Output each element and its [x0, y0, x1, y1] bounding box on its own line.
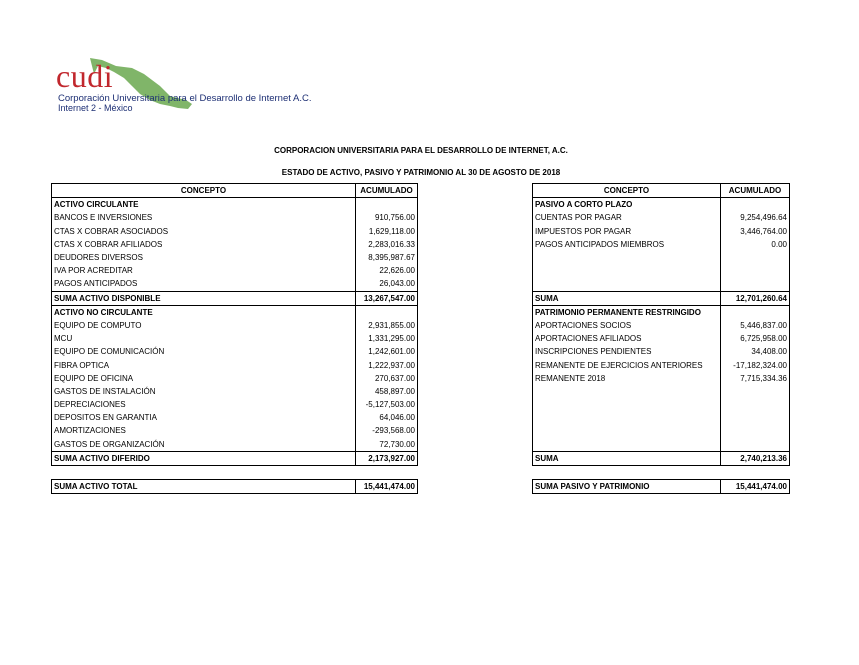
- section-row: [52, 198, 418, 212]
- subtotal-row: [533, 291, 790, 305]
- table-row: [533, 238, 790, 251]
- row-value: 2,931,855.00: [356, 319, 418, 332]
- row-value: 2,283,016.33: [356, 238, 418, 251]
- row-value: 0.00: [721, 238, 790, 251]
- table-row: [533, 211, 790, 224]
- spacer-row: [52, 465, 418, 479]
- row-label: EQUIPO DE COMPUTO: [52, 319, 356, 332]
- assets-header-row: [52, 184, 418, 198]
- row-value: 1,222,937.00: [356, 358, 418, 371]
- row-label: FIBRA OPTICA: [52, 358, 356, 371]
- table-row: [52, 358, 418, 371]
- row-label: GASTOS DE ORGANIZACIÓN: [52, 438, 356, 452]
- table-row: [52, 385, 418, 398]
- row-value: 3,446,764.00: [721, 225, 790, 238]
- empty-row: [533, 438, 790, 452]
- row-value: 8,395,987.67: [356, 251, 418, 264]
- assets-amount-header: ACUMULADO: [356, 184, 418, 198]
- section-row: [533, 198, 790, 212]
- row-value: 9,254,496.64: [721, 211, 790, 224]
- table-row: [533, 225, 790, 238]
- table-row: [52, 332, 418, 345]
- section-short-term-liabilities: PASIVO A CORTO PLAZO: [533, 198, 721, 212]
- total-assets-label: SUMA ACTIVO TOTAL: [52, 480, 356, 494]
- row-value: 22,626.00: [356, 264, 418, 277]
- empty-row: [533, 264, 790, 277]
- row-value: 34,408.00: [721, 345, 790, 358]
- row-label: CTAS X COBRAR AFILIADOS: [52, 238, 356, 251]
- subtotal-value: 12,701,260.64: [721, 291, 790, 305]
- row-value: 6,725,958.00: [721, 332, 790, 345]
- subtotal-row: [533, 451, 790, 465]
- table-row: [533, 372, 790, 385]
- table-row: [533, 319, 790, 332]
- row-label: EQUIPO DE OFICINA: [52, 372, 356, 385]
- subtotal-value: 2,740,213.36: [721, 451, 790, 465]
- row-label: IMPUESTOS POR PAGAR: [533, 225, 721, 238]
- section-row: [533, 305, 790, 319]
- liabilities-amount-header: ACUMULADO: [721, 184, 790, 198]
- row-value: 26,043.00: [356, 277, 418, 291]
- company-title: CORPORACION UNIVERSITARIA PARA EL DESARROLLO DE INTERNET, A.C.: [274, 146, 568, 155]
- grand-total-row: [533, 480, 790, 494]
- row-value: 1,242,601.00: [356, 345, 418, 358]
- assets-table: [51, 183, 418, 494]
- logo-wordmark: cudi: [56, 58, 114, 94]
- liabilities-header-row: [533, 184, 790, 198]
- total-liabilities-label: SUMA PASIVO Y PATRIMONIO: [533, 480, 721, 494]
- row-label: CUENTAS POR PAGAR: [533, 211, 721, 224]
- row-label: PAGOS ANTICIPADOS MIEMBROS: [533, 238, 721, 251]
- empty-row: [533, 251, 790, 264]
- table-row: [52, 398, 418, 411]
- section-current-assets: ACTIVO CIRCULANTE: [52, 198, 356, 212]
- row-value: 64,046.00: [356, 411, 418, 424]
- table-row: [52, 225, 418, 238]
- logo-org-name: Corporación Universitaria para el Desarrollo de Internet A.C.: [58, 93, 312, 104]
- table-row: [52, 319, 418, 332]
- row-label: APORTACIONES SOCIOS: [533, 319, 721, 332]
- table-row: [533, 332, 790, 345]
- assets-concept-header: CONCEPTO: [52, 184, 356, 198]
- liabilities-concept-header: CONCEPTO: [533, 184, 721, 198]
- row-label: INSCRIPCIONES PENDIENTES: [533, 345, 721, 358]
- row-label: REMANENTE 2018: [533, 372, 721, 385]
- row-value: 910,756.00: [356, 211, 418, 224]
- row-value: -293,568.00: [356, 424, 418, 437]
- table-row: [52, 372, 418, 385]
- table-row: [533, 358, 790, 371]
- empty-row: [533, 424, 790, 437]
- row-value: 458,897.00: [356, 385, 418, 398]
- row-label: BANCOS E INVERSIONES: [52, 211, 356, 224]
- row-value: 1,629,118.00: [356, 225, 418, 238]
- row-label: PAGOS ANTICIPADOS: [52, 277, 356, 291]
- total-assets-value: 15,441,474.00: [356, 480, 418, 494]
- section-equity: PATRIMONIO PERMANENTE RESTRINGIDO: [533, 305, 721, 319]
- row-value: 72,730.00: [356, 438, 418, 452]
- table-row: [52, 411, 418, 424]
- row-value: 270,637.00: [356, 372, 418, 385]
- empty-row: [533, 398, 790, 411]
- table-row: [52, 424, 418, 437]
- subtotal-row: [52, 451, 418, 465]
- liabilities-equity-table: [532, 183, 790, 494]
- row-value: -17,182,324.00: [721, 358, 790, 371]
- row-value: 1,331,295.00: [356, 332, 418, 345]
- table-row: [52, 345, 418, 358]
- statement-title: ESTADO DE ACTIVO, PASIVO Y PATRIMONIO AL 30 DE AGOSTO DE 2018: [281, 168, 561, 177]
- table-row: [52, 264, 418, 277]
- logo-subtitle: Internet 2 - México: [58, 103, 133, 113]
- section-noncurrent-assets: ACTIVO NO CIRCULANTE: [52, 305, 356, 319]
- row-label: IVA POR ACREDITAR: [52, 264, 356, 277]
- row-label: APORTACIONES AFILIADOS: [533, 332, 721, 345]
- grand-total-row: [52, 480, 418, 494]
- subtotal-label: SUMA ACTIVO DISPONIBLE: [52, 291, 356, 305]
- row-label: GASTOS DE INSTALACIÓN: [52, 385, 356, 398]
- table-row: [52, 438, 418, 452]
- subtotal-row: [52, 291, 418, 305]
- empty-row: [533, 411, 790, 424]
- table-row: [52, 238, 418, 251]
- spacer-row: [533, 465, 790, 479]
- table-row: [52, 211, 418, 224]
- table-row: [52, 277, 418, 291]
- table-row: [52, 251, 418, 264]
- row-label: MCU: [52, 332, 356, 345]
- subtotal-label: SUMA ACTIVO DIFERIDO: [52, 451, 356, 465]
- row-label: AMORTIZACIONES: [52, 424, 356, 437]
- subtotal-label: SUMA: [533, 291, 721, 305]
- row-label: DEUDORES DIVERSOS: [52, 251, 356, 264]
- row-label: REMANENTE DE EJERCICIOS ANTERIORES: [533, 358, 721, 371]
- total-liabilities-value: 15,441,474.00: [721, 480, 790, 494]
- row-value: -5,127,503.00: [356, 398, 418, 411]
- table-row: [533, 345, 790, 358]
- subtotal-label: SUMA: [533, 451, 721, 465]
- empty-row: [533, 385, 790, 398]
- subtotal-value: 2,173,927.00: [356, 451, 418, 465]
- row-label: EQUIPO DE COMUNICACIÓN: [52, 345, 356, 358]
- section-row: [52, 305, 418, 319]
- subtotal-value: 13,267,547.00: [356, 291, 418, 305]
- empty-row: [533, 277, 790, 291]
- row-label: DEPOSITOS EN GARANTIA: [52, 411, 356, 424]
- row-label: DEPRECIACIONES: [52, 398, 356, 411]
- cudi-logo: [56, 56, 356, 116]
- row-value: 7,715,334.36: [721, 372, 790, 385]
- row-label: CTAS X COBRAR ASOCIADOS: [52, 225, 356, 238]
- row-value: 5,446,837.00: [721, 319, 790, 332]
